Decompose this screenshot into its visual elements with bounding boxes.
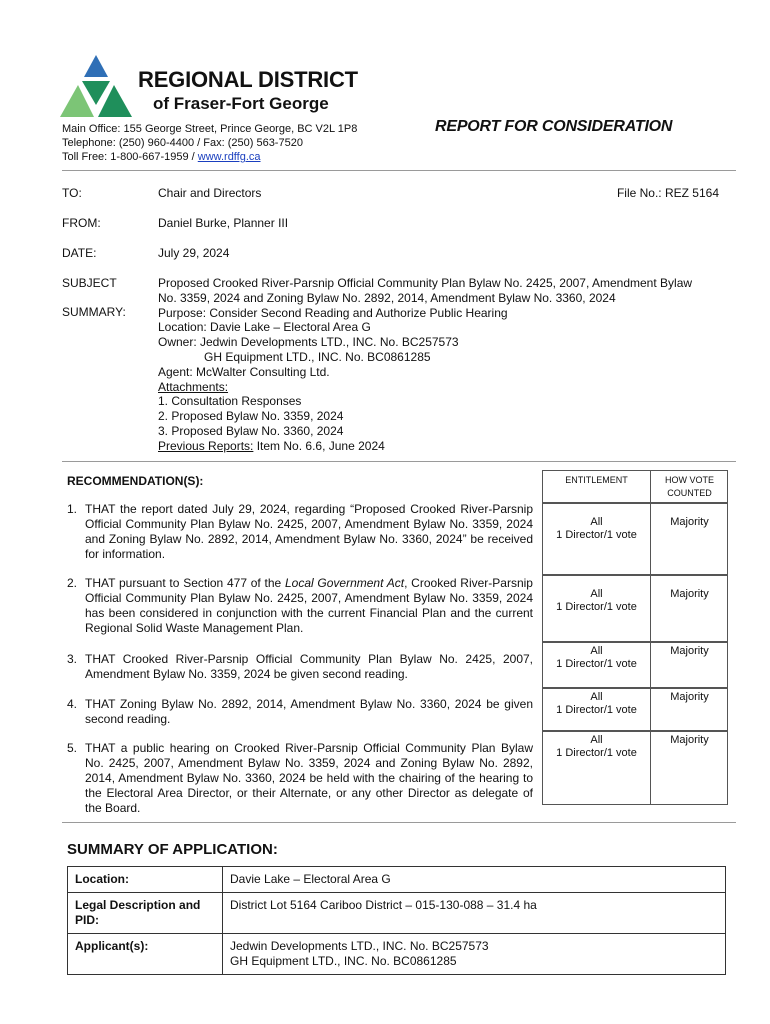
- application-field-value: [223, 867, 726, 893]
- tollfree-line: [62, 150, 357, 164]
- file-number: File No.: REZ 5164: [616, 186, 719, 200]
- divider: [62, 170, 736, 171]
- vote-header: [542, 470, 728, 503]
- recommendation-text-part: THAT pursuant to Section 477 of the: [85, 576, 285, 590]
- entitlement-value: [543, 734, 650, 760]
- attachment-2: 2. Proposed Bylaw No. 3359, 2024: [158, 409, 344, 424]
- vote-cell: [542, 575, 728, 642]
- date-value: July 29, 2024: [158, 246, 230, 260]
- from-value: Daniel Burke, Planner III: [158, 216, 289, 230]
- column-separator: [650, 576, 651, 641]
- vote-cell: [542, 688, 728, 731]
- recommendation-text-part: THAT Crooked River-Parsnip Official Community Plan Bylaw No. 2425, 2007, Amendment Bylaw No. 3359, 2024 be given second reading.: [85, 652, 533, 681]
- entitlement-line-2: 1 Director/1 vote: [556, 747, 637, 759]
- to-value: Chair and Directors: [158, 186, 262, 200]
- contact-block: [62, 122, 357, 164]
- entitlement-line-2: 1 Director/1 vote: [556, 704, 637, 716]
- to-label: TO:: [62, 186, 82, 200]
- application-field-label: Applicant(s):: [68, 934, 223, 975]
- org-subname: of Fraser-Fort George: [153, 94, 329, 113]
- recommendation-number: 3.: [67, 652, 78, 666]
- application-field-value: [223, 934, 726, 975]
- recommendation-number: 5.: [67, 741, 78, 755]
- website-link[interactable]: www.rdffg.ca: [197, 151, 261, 163]
- summary-label: SUMMARY:: [62, 305, 126, 319]
- from-label: FROM:: [62, 216, 101, 230]
- divider: [62, 461, 736, 462]
- vote-count-value: Majority: [670, 645, 709, 657]
- vote-count-value: Majority: [670, 588, 709, 600]
- entitlement-line-2: 1 Director/1 vote: [556, 658, 637, 670]
- application-row: [68, 867, 726, 893]
- owner-line-2: GH Equipment LTD., INC. No. BC0861285: [204, 349, 431, 364]
- entitlement-header: ENTITLEMENT: [565, 475, 628, 485]
- recommendation-number: 1.: [67, 502, 78, 516]
- tollfree-text: Toll Free: 1-800-667-1959 /: [62, 151, 198, 163]
- recommendation-number: 2.: [67, 576, 78, 590]
- application-field-value: [223, 893, 726, 934]
- agent-line: Agent: McWalter Consulting Ltd.: [158, 364, 330, 379]
- recommendation-text-part: THAT the report dated July 29, 2024, regarding “Proposed Crooked River-Parsnip Official Community Plan Bylaw No. 2425, 2007, Amendment Bylaw No. 3359, 2024 and Zoning Bylaw No. 2892, 2014, Amendment Bylaw No. 3360, 2024” be received for information.: [85, 502, 533, 561]
- recommendation-item: [67, 741, 533, 816]
- application-row: [68, 893, 726, 934]
- recommendation-item: [67, 697, 533, 727]
- regional-district-logo: [60, 55, 132, 119]
- entitlement-line-1: All: [590, 645, 603, 657]
- how-vote-header: [650, 474, 729, 500]
- recommendation-text: [85, 741, 533, 816]
- act-name: Local Government Act: [284, 576, 405, 590]
- report-title: REPORT FOR CONSIDERATION: [435, 118, 673, 135]
- recommendations-heading: RECOMMENDATION(S):: [67, 474, 204, 488]
- date-label: DATE:: [62, 246, 97, 260]
- previous-reports-line: [158, 439, 728, 454]
- vote-cell: [542, 642, 728, 688]
- recommendation-text: [85, 652, 533, 682]
- application-row: [68, 934, 726, 975]
- entitlement-value: [543, 516, 650, 542]
- vote-count-value: Majority: [670, 734, 709, 746]
- vote-count-value: Majority: [670, 516, 709, 528]
- application-field-label: Location:: [68, 867, 223, 893]
- org-name: REGIONAL DISTRICT: [138, 67, 358, 92]
- recommendation-text: [85, 697, 533, 727]
- column-separator: [650, 504, 651, 574]
- how-vote-line-1: HOW VOTE: [665, 475, 714, 485]
- previous-reports-label: Previous Reports:: [158, 438, 254, 453]
- value-line-1: District Lot 5164 Cariboo District – 015-130-088 – 31.4 ha: [230, 898, 537, 912]
- recommendation-number: 4.: [67, 697, 78, 711]
- subject-line-2: No. 3359, 2024 and Zoning Bylaw No. 2892, 2014, Amendment Bylaw No. 3360, 2024: [158, 290, 616, 305]
- entitlement-line-2: 1 Director/1 vote: [556, 601, 637, 613]
- subject-line-1: Proposed Crooked River-Parsnip Official Community Plan Bylaw No. 2425, 2007, Amendment Bylaw: [158, 276, 693, 290]
- recommendation-text-part: THAT Zoning Bylaw No. 2892, 2014, Amendment Bylaw No. 3360, 2024 be given second reading.: [85, 697, 533, 726]
- recommendation-text: [85, 576, 533, 636]
- value-line-2: GH Equipment LTD., INC. No. BC0861285: [230, 954, 457, 968]
- recommendation-text-part: , Crooked River-Parsnip Official Community Plan Bylaw No. 2425, 2007, Amendment Bylaw No. 3359, 2024 has been considered in conjunction with the current Financial Plan and the current Regional Solid Waste Management Plan.: [85, 576, 533, 635]
- recommendation-text: [85, 502, 533, 562]
- recommendation-text-part: THAT a public hearing on Crooked River-Parsnip Official Community Plan Bylaw No. 2425, 2007, Amendment Bylaw No. 3359, 2024 and Zoning Bylaw No. 2892, 2014, Amendment Bylaw No. 3360, 2024 be held with the chairing of the hearing to the Electoral Area Director, or their Alternate, or any other Director as delegate of the Board.: [85, 741, 533, 815]
- attachment-3: 3. Proposed Bylaw No. 3360, 2024: [158, 423, 344, 438]
- attachment-1: 1. Consultation Responses: [158, 394, 302, 409]
- entitlement-value: [543, 588, 650, 614]
- recommendation-item: [67, 576, 533, 636]
- summary-of-application-title: SUMMARY OF APPLICATION:: [67, 841, 278, 858]
- application-field-label: Legal Description and PID:: [68, 893, 223, 934]
- subject-label: SUBJECT: [62, 276, 117, 290]
- entitlement-line-2: 1 Director/1 vote: [556, 529, 637, 541]
- entitlement-value: [543, 691, 650, 717]
- address-line: Main Office: 155 George Street, Prince George, BC V2L 1P8: [62, 123, 358, 135]
- phone-line: Telephone: (250) 960-4400 / Fax: (250) 563-7520: [62, 137, 303, 149]
- value-line-1: Davie Lake – Electoral Area G: [230, 872, 391, 886]
- how-vote-line-2: COUNTED: [667, 488, 712, 498]
- location-line: Location: Davie Lake – Electoral Area G: [158, 320, 371, 335]
- entitlement-line-1: All: [590, 691, 603, 703]
- entitlement-line-1: All: [590, 734, 603, 746]
- application-summary-table: [67, 866, 726, 975]
- subject-summary-block: [158, 276, 728, 454]
- recommendation-item: [67, 502, 533, 562]
- value-line-1: Jedwin Developments LTD., INC. No. BC257573: [230, 939, 489, 953]
- purpose-line: Purpose: Consider Second Reading and Authorize Public Hearing: [158, 305, 508, 320]
- divider: [62, 822, 736, 823]
- vote-cell: [542, 731, 728, 805]
- previous-reports-value: Item No. 6.6, June 2024: [253, 438, 385, 453]
- vote-count-value: Majority: [670, 691, 709, 703]
- entitlement-line-1: All: [590, 588, 603, 600]
- owner-line-1: Owner: Jedwin Developments LTD., INC. No. BC257573: [158, 335, 459, 350]
- entitlement-value: [543, 645, 650, 671]
- attachments-label: Attachments:: [158, 379, 229, 394]
- vote-cell: [542, 503, 728, 575]
- recommendation-item: [67, 652, 533, 682]
- entitlement-line-1: All: [590, 516, 603, 528]
